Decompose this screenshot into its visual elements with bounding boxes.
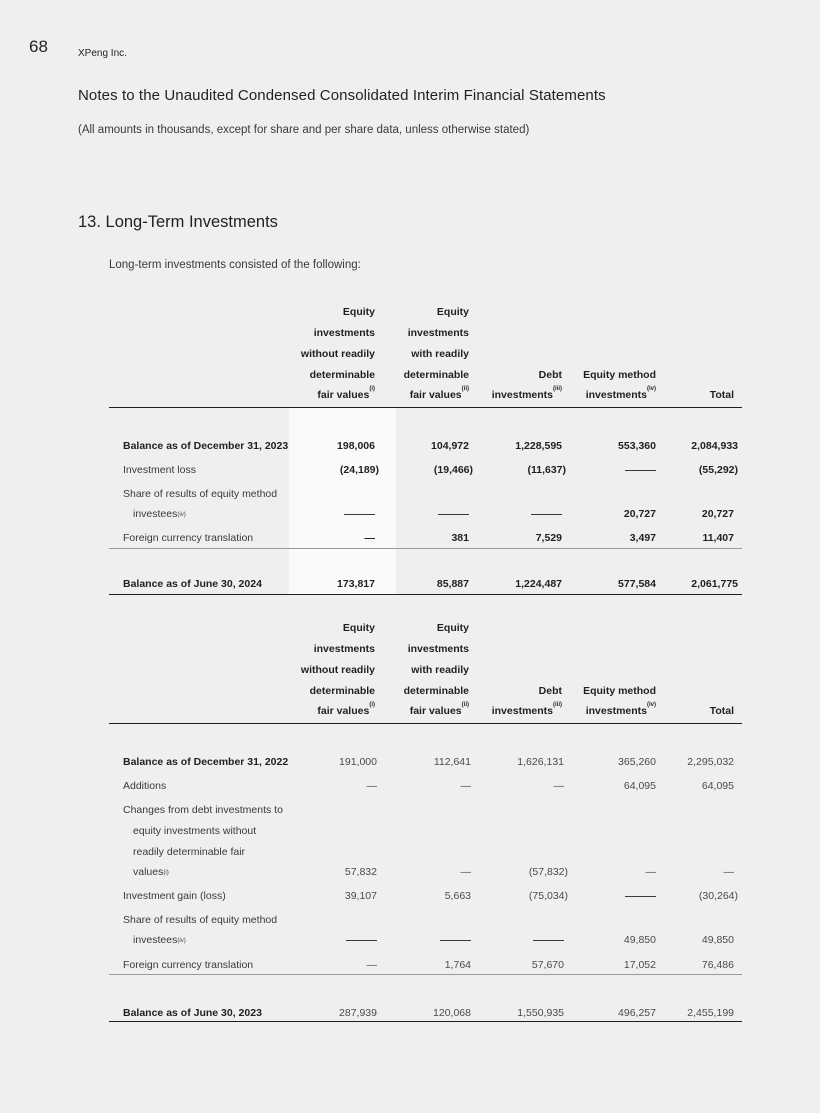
cell-value: 64,095: [701, 780, 734, 792]
cell-value: 20,727: [623, 508, 656, 520]
cell-value: —: [645, 866, 656, 878]
total-rule: [109, 594, 742, 595]
col-header-line: determinable: [309, 368, 375, 381]
row-label-continued: [133, 506, 186, 522]
footnote-marker: (i): [163, 870, 169, 876]
row-label-text: investees: [133, 934, 178, 946]
cell-value: 173,817: [337, 578, 375, 590]
nil-dash: [440, 940, 471, 941]
table-row: [109, 932, 742, 948]
row-label-continued: readily determinable fair: [133, 846, 246, 858]
row-label-continued: [133, 864, 169, 880]
cell-value: 1,626,131: [517, 756, 564, 768]
col-header-line: Debt: [538, 368, 562, 381]
col-header-line: investments: [313, 327, 375, 340]
footnote-marker: (iv): [647, 702, 656, 709]
col-header-line: Debt: [538, 684, 562, 697]
row-label: Changes from debt investments to: [123, 804, 283, 816]
row-label: Share of results of equity method: [123, 488, 278, 500]
table-row: [109, 462, 742, 478]
cell-value: 191,000: [339, 756, 377, 768]
col-header-text: fair values: [317, 389, 370, 402]
footnote-marker: (iii): [553, 702, 562, 709]
nil-dash: [625, 470, 656, 471]
col-header-line: Equity method: [583, 684, 656, 697]
col-header-total: [710, 701, 734, 722]
col-header-line: determinable: [403, 684, 469, 697]
cell-value: 49,850: [623, 934, 656, 946]
cell-value: 11,407: [702, 532, 734, 544]
col-header-text: investments: [585, 705, 647, 718]
cell-value: 1,764: [444, 959, 471, 971]
section-intro: Long-term investments consisted of the following:: [109, 259, 361, 271]
col-header-debt: [492, 365, 562, 406]
cell-value: 496,257: [618, 1007, 656, 1019]
col-header-equity-without-readily: [301, 302, 375, 406]
row-label: Balance as of June 30, 2024: [123, 578, 262, 590]
col-header-line: [492, 385, 562, 406]
cell-value: 85,887: [436, 578, 469, 590]
cell-value: 2,295,032: [687, 756, 734, 768]
nil-dash: [346, 940, 377, 941]
col-header-line: investments: [407, 327, 469, 340]
cell-value: 2,455,199: [687, 1007, 734, 1019]
cell-value: (30,264): [698, 890, 738, 902]
col-header-line: Equity: [342, 622, 375, 635]
col-header-line: determinable: [309, 684, 375, 697]
col-header-equity-with-readily: [404, 618, 469, 722]
table-header: [109, 302, 742, 406]
table-row: [109, 778, 742, 794]
footnote-marker: (i): [369, 702, 375, 709]
col-header-line: [301, 701, 375, 722]
table-row: [109, 576, 742, 592]
table-row: [109, 888, 742, 904]
cell-value: —: [460, 866, 471, 878]
row-label: Additions: [123, 780, 167, 792]
cell-value: 112,641: [433, 756, 471, 768]
cell-value: —: [364, 532, 375, 544]
cell-value: 365,260: [618, 756, 656, 768]
col-header-equity-without-readily: [301, 618, 375, 722]
col-header-text: fair values: [409, 389, 462, 402]
col-header-line: Total: [709, 389, 734, 402]
cell-value: —: [723, 866, 734, 878]
cell-value: 381: [451, 532, 469, 544]
cell-value: 76,486: [701, 959, 734, 971]
cell-value: 39,107: [344, 890, 377, 902]
table-row: [109, 912, 742, 928]
col-header-line: without readily: [300, 663, 375, 676]
table-row: [109, 438, 742, 454]
table-row: [109, 754, 742, 770]
nil-dash: [533, 940, 564, 941]
table-row: [109, 530, 742, 546]
total-rule: [109, 1021, 742, 1022]
row-label-continued: equity investments without: [133, 825, 257, 837]
col-header-line: without readily: [300, 347, 375, 360]
investments-table-2024: [109, 302, 742, 596]
cell-value: 64,095: [623, 780, 656, 792]
footnote-marker: (ii): [461, 702, 469, 709]
col-header-text: fair values: [409, 705, 462, 718]
cell-value: (24,189): [339, 464, 379, 476]
table-row: [109, 802, 742, 818]
subtotal-rule: [109, 974, 742, 975]
col-header-line: Equity: [342, 306, 375, 319]
col-header-text: investments: [491, 705, 553, 718]
cell-value: —: [553, 780, 564, 792]
cell-value: 120,068: [433, 1007, 471, 1019]
row-label: Balance as of December 31, 2023: [123, 440, 289, 452]
cell-value: 57,670: [531, 959, 564, 971]
col-header-line: investments: [407, 643, 469, 656]
notes-title: Notes to the Unaudited Condensed Consolidated Interim Financial Statements: [78, 87, 606, 104]
col-header-line: [301, 385, 375, 406]
cell-value: 198,006: [337, 440, 375, 452]
row-label: Foreign currency translation: [123, 532, 254, 544]
row-label-continued: [133, 932, 186, 948]
cell-value: 1,224,487: [515, 578, 562, 590]
row-label: Foreign currency translation: [123, 959, 254, 971]
cell-value: 1,228,595: [515, 440, 562, 452]
cell-value: 20,727: [701, 508, 734, 520]
cell-value: 7,529: [535, 532, 562, 544]
cell-value: 287,939: [339, 1007, 377, 1019]
cell-value: 57,832: [344, 866, 377, 878]
cell-value: 553,360: [618, 440, 656, 452]
table-row: [109, 823, 742, 839]
cell-value: 104,972: [431, 440, 469, 452]
col-header-total: [710, 385, 734, 406]
col-header-line: with readily: [411, 347, 469, 360]
cell-value: (75,034): [528, 890, 568, 902]
cell-value: —: [366, 780, 377, 792]
col-header-line: investments: [313, 643, 375, 656]
col-header-line: [583, 701, 656, 722]
cell-value: 49,850: [701, 934, 734, 946]
col-header-line: [492, 701, 562, 722]
col-header-line: Equity: [436, 622, 469, 635]
col-header-line: Equity method: [583, 368, 656, 381]
row-label: Balance as of December 31, 2022: [123, 756, 289, 768]
col-header-text: investments: [491, 389, 553, 402]
cell-value: 1,550,935: [517, 1007, 564, 1019]
cell-value: (57,832): [528, 866, 568, 878]
cell-value: 17,052: [623, 959, 656, 971]
cell-value: (19,466): [433, 464, 473, 476]
row-label: Share of results of equity method: [123, 914, 278, 926]
footnote-marker: (iv): [177, 938, 186, 944]
col-header-line: with readily: [411, 663, 469, 676]
footnote-marker: (ii): [461, 386, 469, 393]
footnote-marker: (i): [369, 386, 375, 393]
notes-subtitle: (All amounts in thousands, except for share and per share data, unless otherwise stated): [78, 124, 530, 136]
header-rule: [109, 407, 742, 408]
cell-value: —: [460, 780, 471, 792]
nil-dash: [344, 514, 375, 515]
header-rule: [109, 723, 742, 724]
row-label: Investment loss: [123, 464, 196, 476]
table-row: [109, 506, 742, 522]
row-label-text: investees: [133, 508, 178, 520]
page-number: 68: [29, 37, 48, 56]
row-label-text: values: [133, 866, 164, 878]
table-row: [109, 486, 742, 502]
nil-dash: [531, 514, 562, 515]
cell-value: 3,497: [629, 532, 656, 544]
cell-value: —: [366, 959, 377, 971]
footnote-marker: (iv): [177, 512, 186, 518]
subtotal-rule: [109, 548, 742, 549]
cell-value: 5,663: [444, 890, 471, 902]
col-header-line: determinable: [403, 368, 469, 381]
col-header-line: [404, 385, 469, 406]
table-row: [109, 1005, 742, 1021]
cell-value: (11,637): [527, 464, 566, 476]
col-header-equity-method: [583, 365, 656, 406]
investments-table-2023: [109, 618, 742, 1024]
section-title: 13. Long-Term Investments: [78, 213, 278, 231]
table-row: [109, 957, 742, 973]
footnote-marker: (iv): [647, 386, 656, 393]
company-name: XPeng Inc.: [78, 48, 127, 59]
nil-dash: [625, 896, 656, 897]
col-header-line: Total: [709, 705, 734, 718]
col-header-line: [404, 701, 469, 722]
col-header-line: Equity: [436, 306, 469, 319]
col-header-text: investments: [585, 389, 647, 402]
table-header: [109, 618, 742, 722]
col-header-equity-method: [583, 681, 656, 722]
nil-dash: [438, 514, 469, 515]
col-header-debt: [492, 681, 562, 722]
cell-value: 577,584: [618, 578, 656, 590]
table-row: [109, 844, 742, 860]
table-row: [109, 864, 742, 880]
col-header-line: [583, 385, 656, 406]
col-header-equity-with-readily: [404, 302, 469, 406]
footnote-marker: (iii): [553, 386, 562, 393]
cell-value: 2,061,775: [691, 578, 738, 590]
cell-value: 2,084,933: [691, 440, 738, 452]
row-label: Investment gain (loss): [123, 890, 226, 902]
row-label: Balance as of June 30, 2023: [123, 1007, 262, 1019]
cell-value: (55,292): [698, 464, 738, 476]
col-header-text: fair values: [317, 705, 370, 718]
